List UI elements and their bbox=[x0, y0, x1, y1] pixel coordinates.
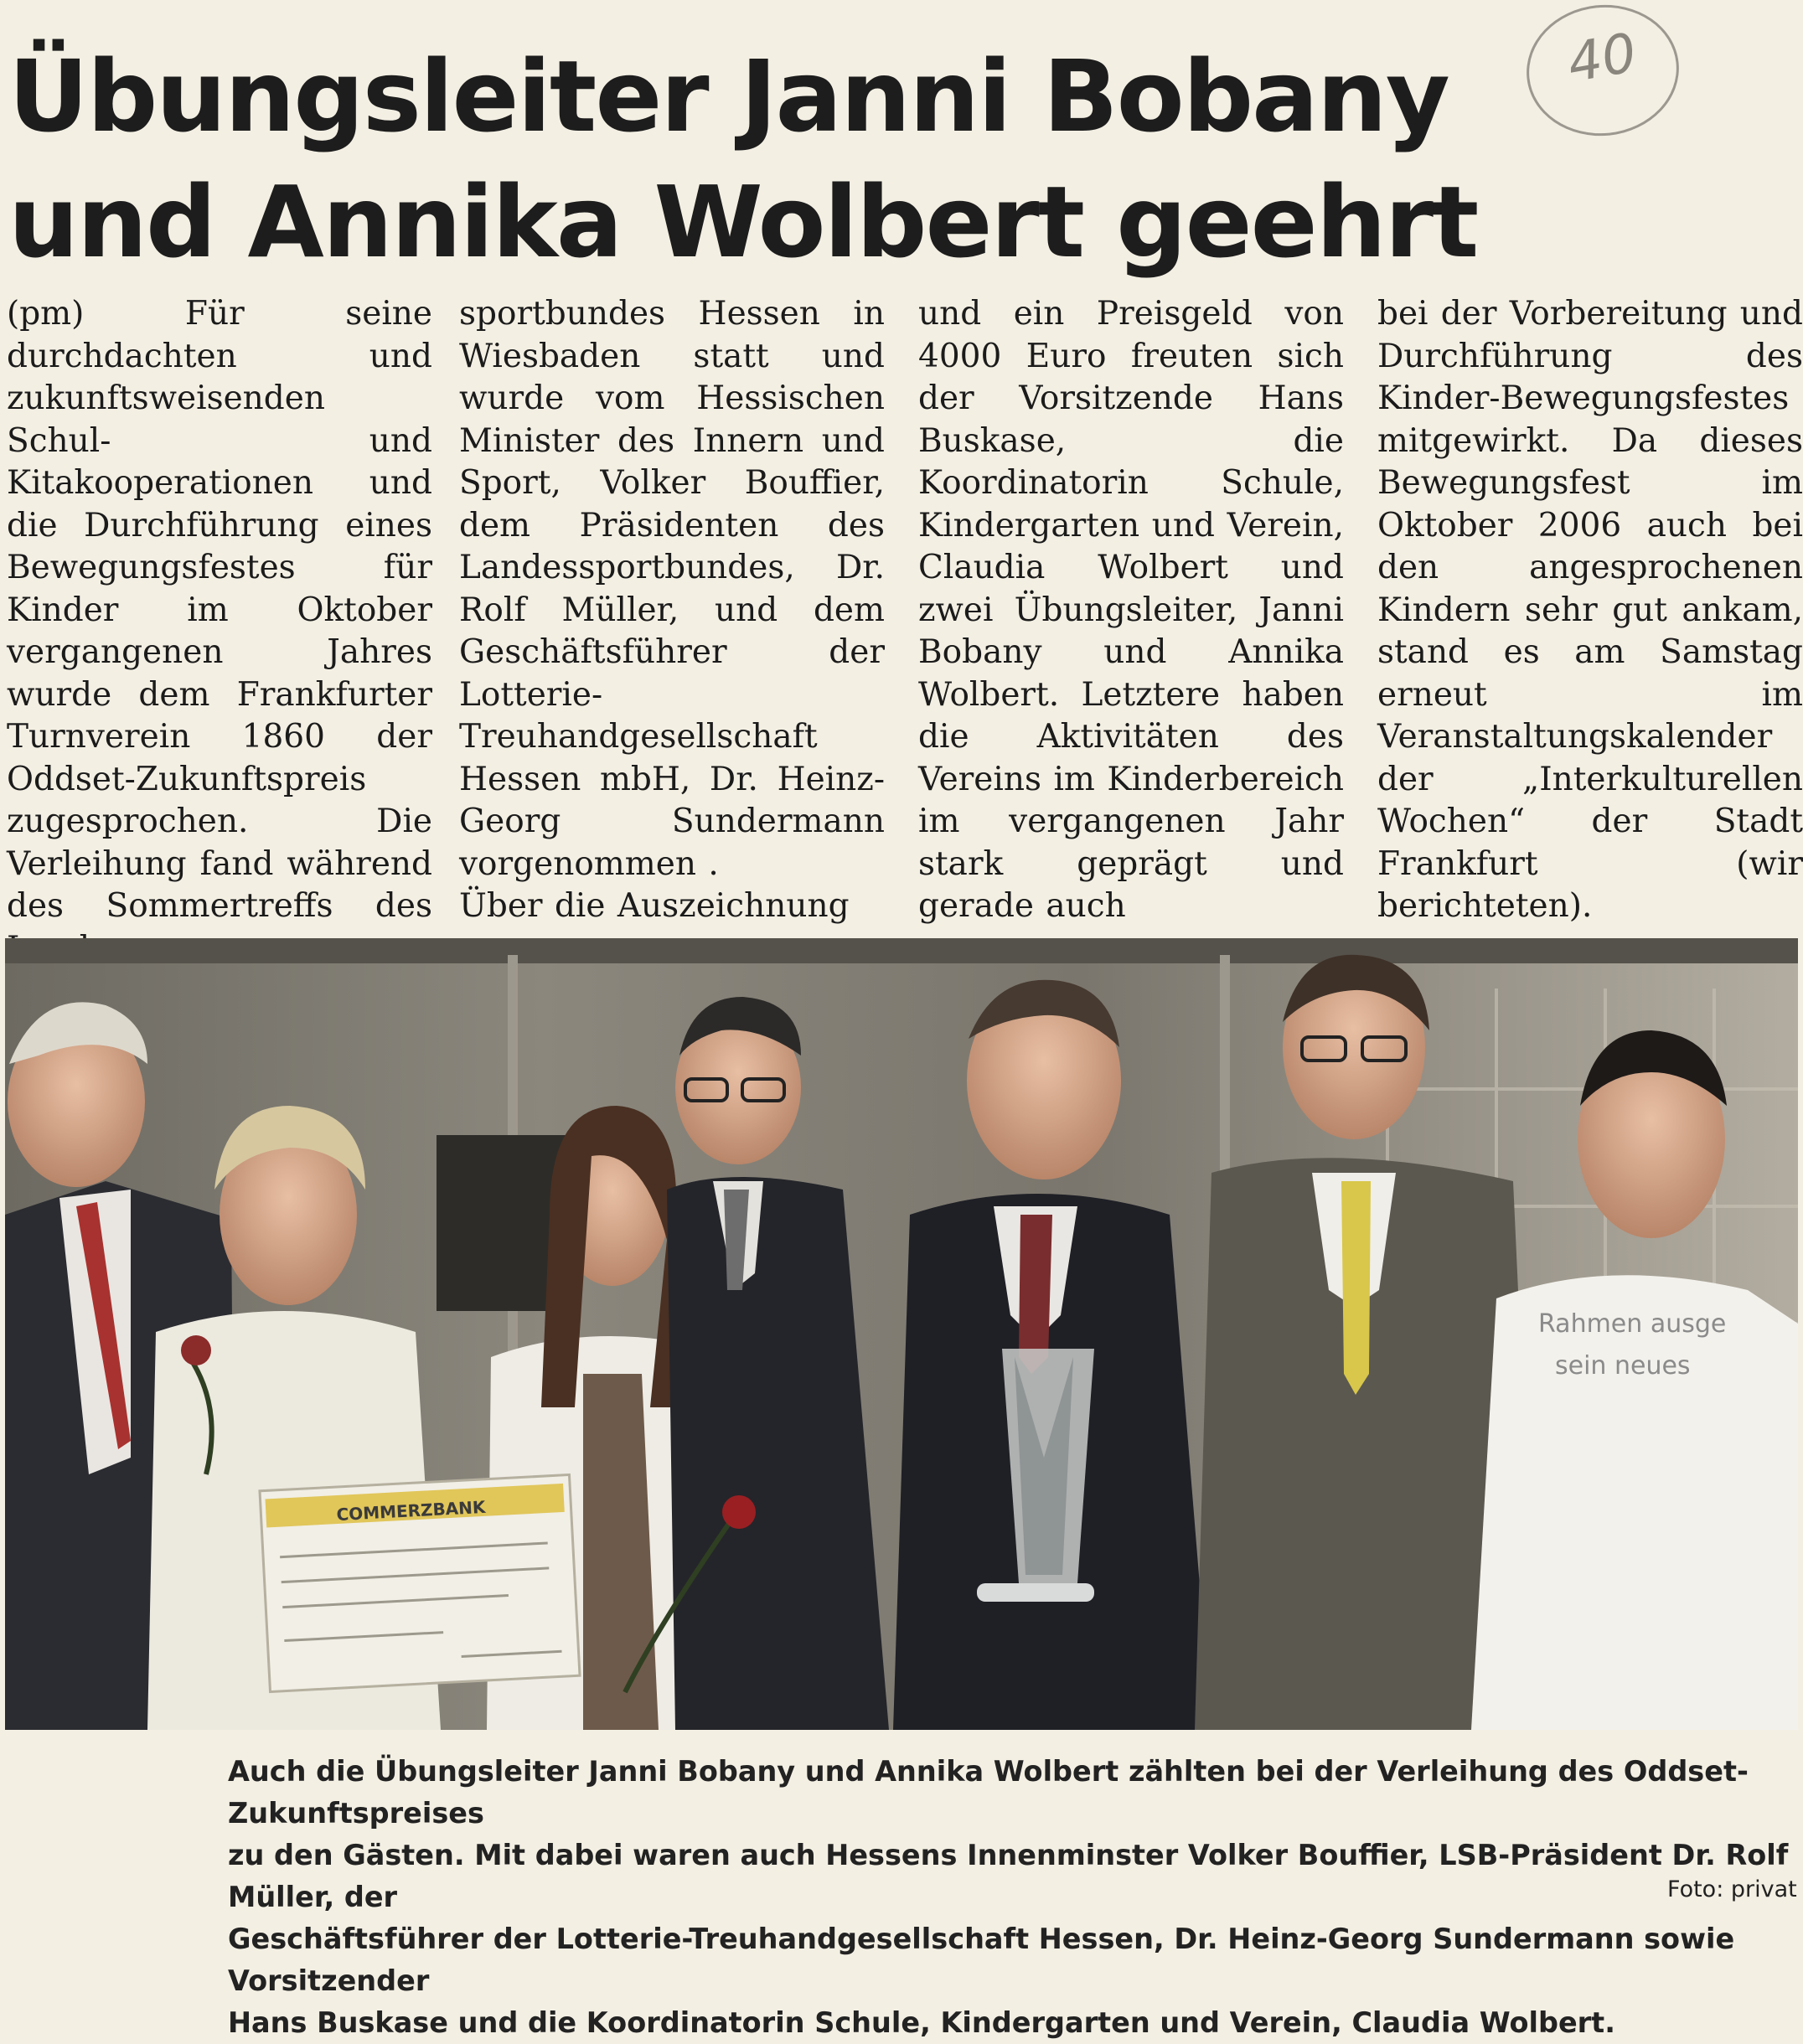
article-column-4 bbox=[1377, 293, 1803, 925]
article-column-3 bbox=[918, 293, 1344, 925]
caption-line-2: zu den Gästen. Mit dabei waren auch Hessens Innenminster Volker Bouffier, LSB-Präsident Dr. Rolf Müller, der bbox=[228, 1839, 1789, 1913]
headline-line-1: Übungsleiter Janni Bobany bbox=[8, 39, 1449, 154]
caption-line-1: Auch die Übungsleiter Janni Bobany und Annika Wolbert zählten bei der Verleihung des Oddset-Zukunftspreises bbox=[228, 1755, 1749, 1830]
column-2-paragraph-1: sportbundes Hessen in Wiesbaden statt und wurde vom Hessischen Minister des Innern und Sport, Volker Bouffier, dem Präsidenten des Landessportbundes, Dr. Rolf Müller, und dem Geschäftsführer der Lotterie-Treuhandgesellschaft Hessen mbH, Dr. Heinz-Georg Sundermann vorgenommen . bbox=[459, 295, 885, 883]
column-3-paragraph-1: und ein Preisgeld von 4000 Euro freuten sich der Vorsitzende Hans Buskase, die Koordinatorin Schule, Kindergarten und Verein, Claudia Wolbert und zwei Übungsleiter, Janni Bobany und Annika Wolbert. Letztere haben die Aktivitäten des Vereins im Kinderbereich im vergangenen Jahr stark geprägt und gerade auch bbox=[918, 295, 1344, 925]
column-2-paragraph-2: Über die Auszeichnung bbox=[459, 887, 850, 925]
rose-1 bbox=[181, 1335, 211, 1365]
article-column-1 bbox=[7, 293, 432, 925]
award-cheque bbox=[260, 1474, 580, 1691]
group-photo-illustration bbox=[5, 938, 1798, 1730]
article-body bbox=[7, 293, 1803, 925]
article-headline bbox=[8, 34, 1600, 285]
shirt-print-line-1: Rahmen ausge bbox=[1538, 1309, 1727, 1339]
cheque-bank-name: COMMERZBANK bbox=[335, 1496, 486, 1525]
page-note-number: 40 bbox=[1563, 22, 1641, 95]
group-photo bbox=[5, 938, 1798, 1730]
column-1-paragraph-1: (pm) Für seine durchdachten und zukunftsweisenden Schul- und Kitakooperationen und die Durchführung eines Bewegungsfestes für Kinder im Oktober vergangenen Jahres wurde dem Frankfurter Turnverein 1860 der Oddset-Zukunftspreis zugesprochen. Die Verleihung fand während des Sommertreffs des bbox=[7, 295, 432, 925]
photo-caption bbox=[228, 1751, 1795, 2044]
column-4-paragraph-1: bei der Vorbereitung und Durchführung des Kinder-Bewegungsfestes mitgewirkt. Da dieses Bewegungsfest im Oktober 2006 auch bei den angesprochenen Kindern sehr gut ankam, stand es am Samstag erneut im Veranstaltungskalender der „Interkulturellen Wochen“ der Stadt Frankfurt (wir berichteten). bbox=[1377, 295, 1803, 925]
rose-2 bbox=[722, 1495, 756, 1529]
article-column-2 bbox=[459, 293, 885, 925]
headline-line-2: und Annika Wolbert geehrt bbox=[8, 164, 1478, 280]
shirt-print-line-2: sein neues bbox=[1555, 1351, 1691, 1381]
photo-credit: Foto: privat bbox=[1667, 1876, 1797, 1902]
caption-line-3: Geschäftsführer der Lotterie-Treuhandgesellschaft Hessen, Dr. Heinz-Georg Sundermann sowie Vorsitzender bbox=[228, 1923, 1735, 1997]
caption-line-4: Hans Buskase und die Koordinatorin Schule, Kindergarten und Verein, Claudia Wolbert. bbox=[228, 2006, 1615, 2039]
